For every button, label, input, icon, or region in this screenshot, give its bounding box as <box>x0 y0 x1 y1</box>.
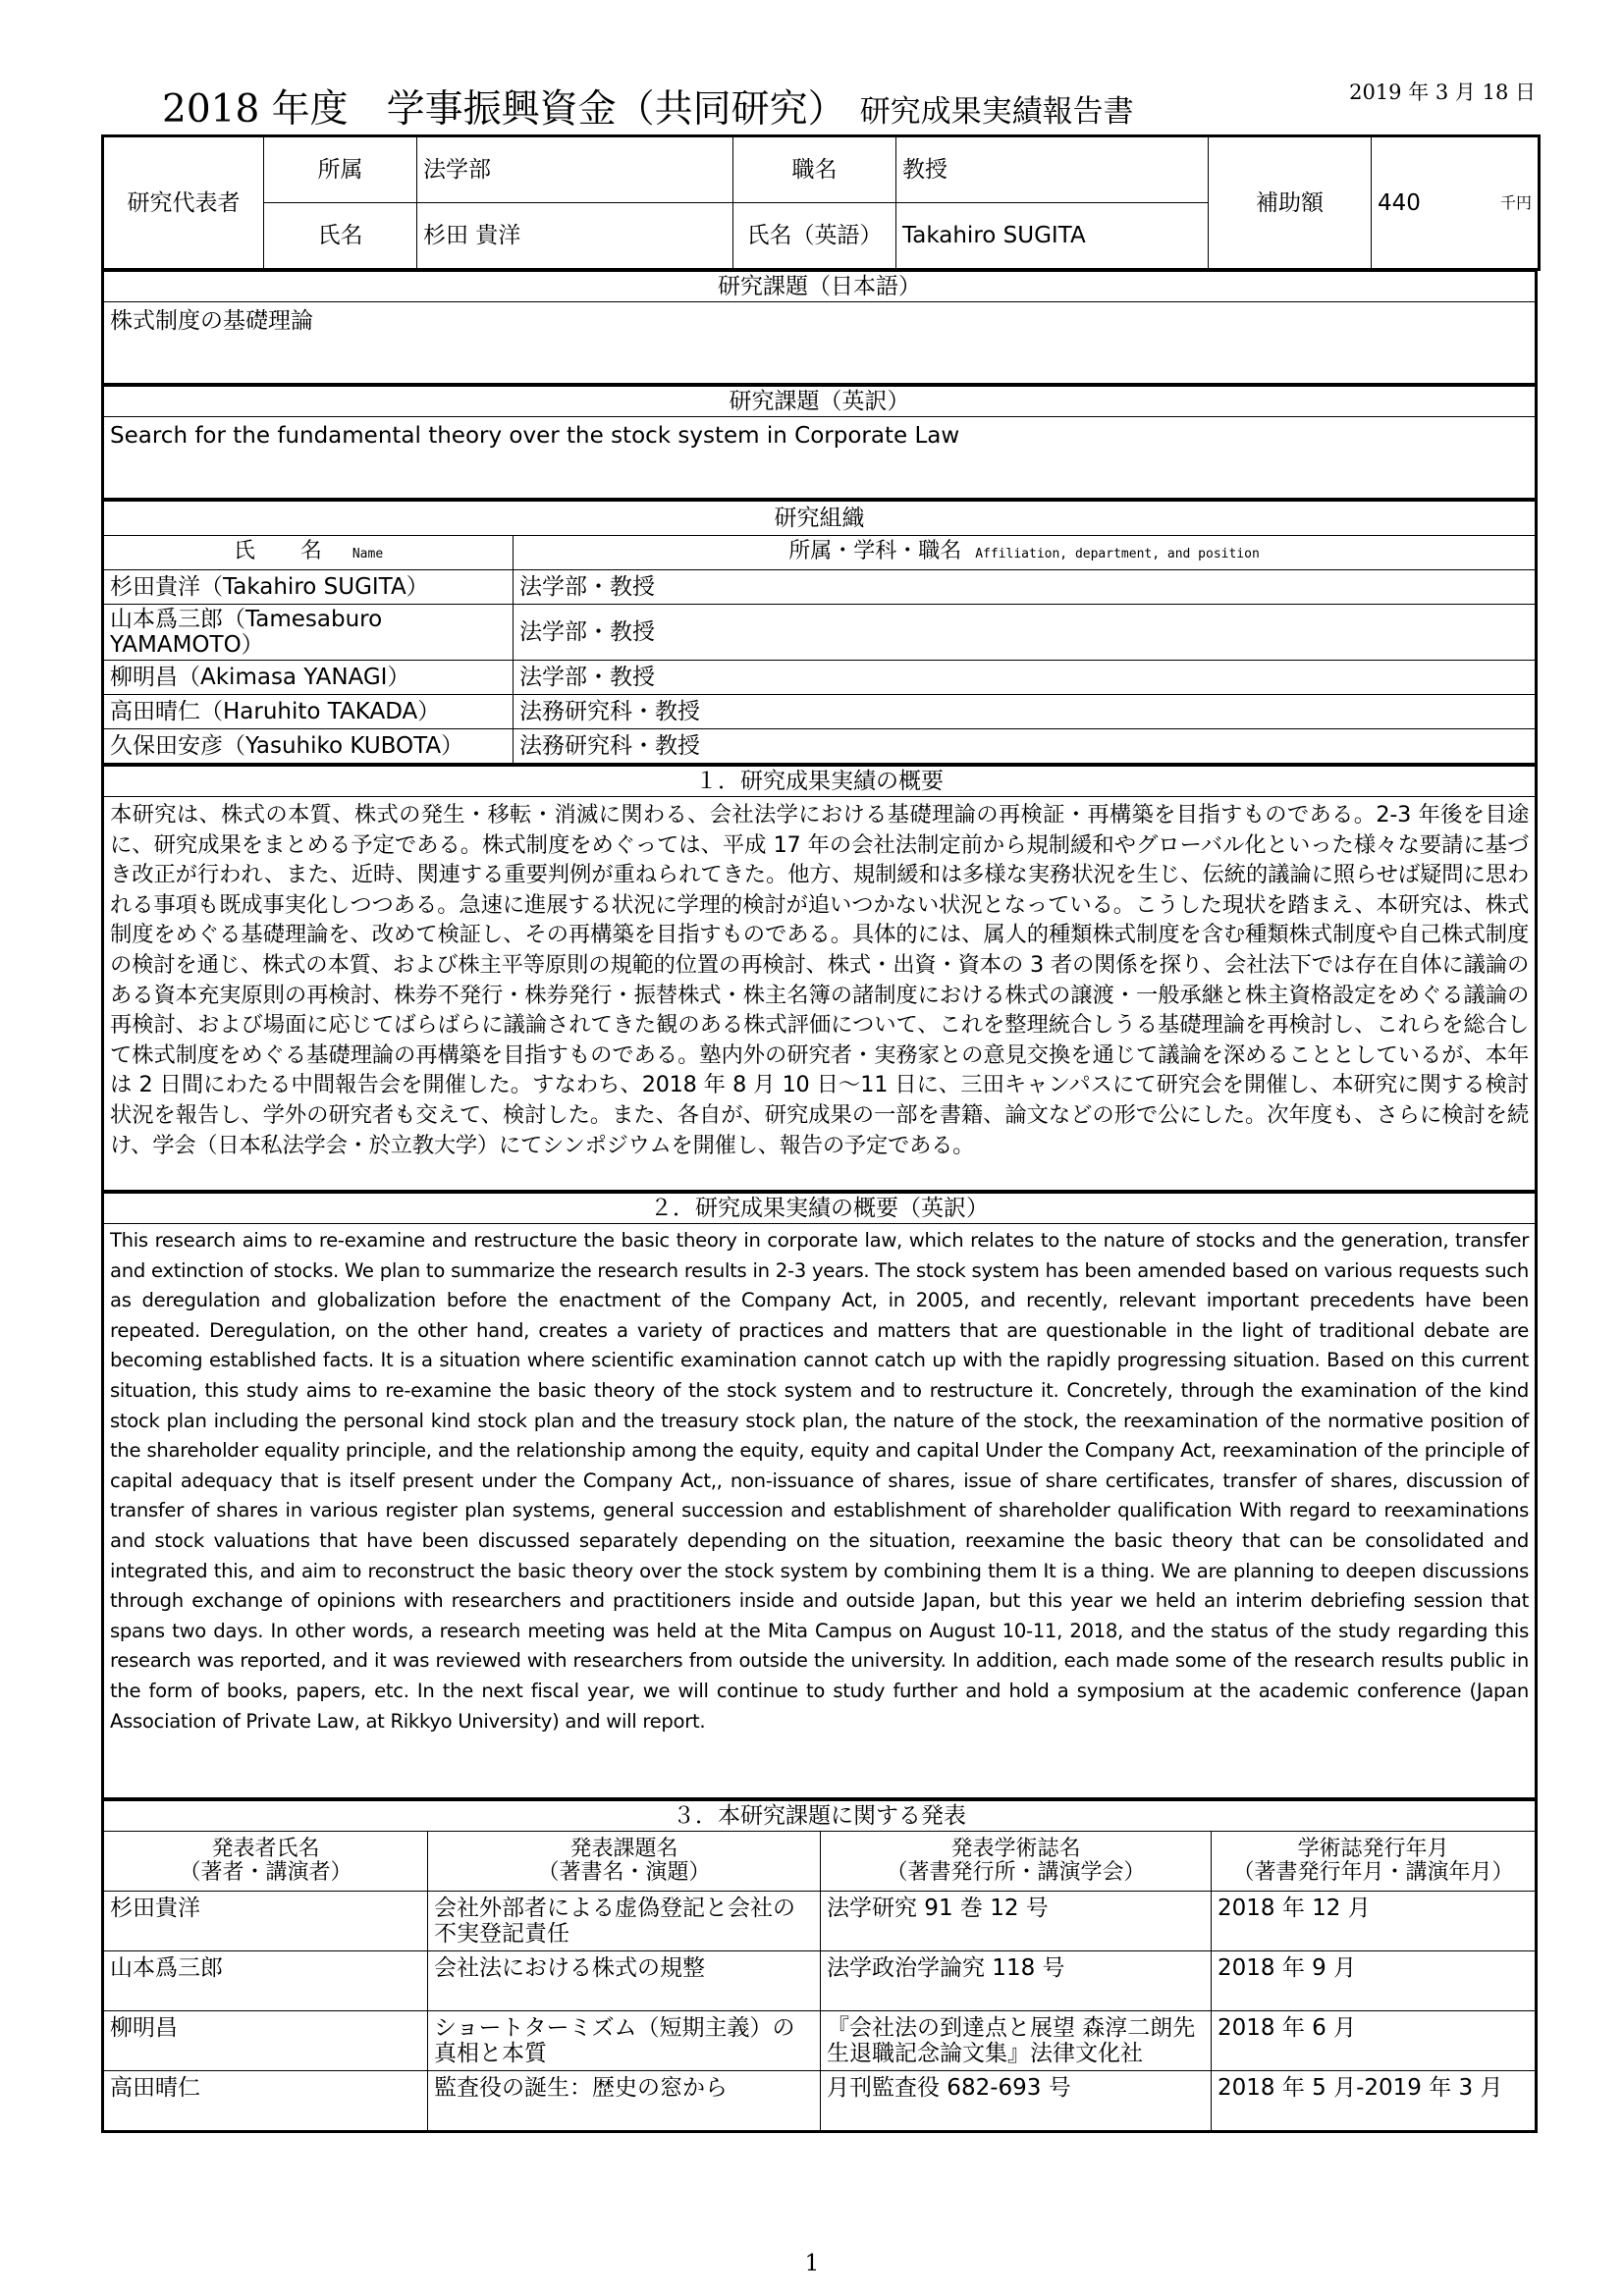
organization-section <box>101 501 1538 766</box>
table-row <box>103 1951 1537 2011</box>
position-value: 教授 <box>896 136 1209 203</box>
col-header-title <box>428 1832 821 1892</box>
name-en-value: Takahiro SUGITA <box>896 203 1209 270</box>
org-name-header-label: 氏 名 <box>233 538 334 563</box>
summary-en-text: This research aims to re-examine and restructure the basic theory in corporate law, which relates to the nature of stocks and the generation, transfer and extinction of stocks. We plan to summarize the research results in 2-3 years. The stock system has been amended based on various requests such as deregulation and globalization before the enactment of the Company Act, in 2005, and recently, relevant important precedents have been repeated. Deregulation, on the other hand, creates a variety of practices and matters that are questionable in the light of traditional debate are becoming established facts. It is a situation where scientific examination cannot catch up with the rapidly progressing situation. Based on this current situation, this study aims to re-examine the basic theory of the stock system and to restructure it. Concretely, through the examination of the kind stock plan including the personal kind stock plan and the treasury stock plan, the nature of the stock, the reexamination of the normative position of the shareholder equality principle, and the relationship among the equity, equity and capital Under the Company Act, reexamination of the principle of capital adequacy that is itself present under the Company Act,, non-issuance of shares, issue of share certificates, transfer of shares, discussion of transfer of shares in various register plan systems, general succession and establishment of shareholder qualification With regard to reexaminations and stock valuations that have been discussed separately depending on the situation, reexamine the basic theory that can be consolidated and integrated this, and aim to reconstruct the basic theory over the stock system by combining them It is a thing. We are planning to deepen discussions through exchange of opinions with researchers and practitioners inside and outside Japan, but this year we held an interim debriefing session that spans two days. In other words, a research meeting was held at the Mita Campus on August 10-11, 2018, and the status of the study regarding this research was reported, and it was reviewed with researchers from outside the university. In addition, each made some of the research results public in the form of books, papers, etc. In the next fiscal year, we will continue to study further and hold a symposium at the academic conference (Japan Association of Private Law, at Rikkyo University) and will report. <box>103 1224 1537 1799</box>
col-header-venue <box>821 1832 1212 1892</box>
research-title-en-text: Search for the fundamental theory over the stock system in Corporate Law <box>103 417 1537 500</box>
org-name-header <box>103 536 514 570</box>
summary-en-section <box>101 1193 1538 1800</box>
org-affiliation-header-label: 所属・学科・職名 <box>788 538 962 563</box>
col-header-venue-line1: 発表学術誌名 <box>950 1837 1081 1861</box>
pub-title: 会社法における株式の規整 <box>428 1951 821 2011</box>
pub-author: 高田晴仁 <box>103 2071 428 2132</box>
affiliation-value: 法学部 <box>417 136 733 203</box>
member-affiliation: 法学部・教授 <box>514 570 1537 605</box>
member-row <box>103 570 1537 605</box>
col-header-author-line1: 発表者氏名 <box>211 1837 320 1861</box>
pub-venue: 法学研究 91 巻 12 号 <box>821 1892 1212 1951</box>
member-name: 柳明昌（Akimasa YANAGI） <box>103 661 514 695</box>
org-affiliation-header <box>514 536 1537 570</box>
member-name: 杉田貴洋（Takahiro SUGITA） <box>103 570 514 605</box>
member-affiliation: 法学部・教授 <box>514 661 1537 695</box>
summary-ja-text: 本研究は、株式の本質、株式の発生・移転・消滅に関わる、会社法学における基礎理論の再検証・再構築を目指すものである。2-3 年後を目途に、研究成果をまとめる予定である。株式制度をめぐっては、平成 17 年の会社法制定前から規制緩和やグローバル化といった様々な要請に基づき改正が行われ、また、近時、関連する重要判例が重ねられてきた。他方、規制緩和は多様な実務状況を生じ、伝統的議論に照らせば疑問に思われる事項も既成事実化しつつある。急速に進展する状況に学理的検討が追いつかない状況となっている。こうした現状を踏まえ、本研究は、株式制度をめぐる基礎理論を、改めて検証し、その再構築を目指すものである。具体的には、属人的種類株式制度を含む種類株式制度や自己株式制度の検討を通じ、株式の本質、および株主平等原則の規範的位置の再検討、株式・出資・資本の 3 者の関係を探り、会社法下では存在自体に議論のある資本充実原則の再検討、株券不発行・株券発行・振替株式・株主名簿の諸制度における株式の譲渡・一般承継と株主資格設定をめぐる議論の再検討、および場面に応じてばらばらに議論されてきた観のある株式評価について、これを整理統合しうる基礎理論を再検討し、これらを総合して株式制度をめぐる基礎理論の再構築を目指すものである。塾内外の研究者・実務家との意見交換を通じて議論を深めることとしているが、本年は 2 日間にわたる中間報告会を開催した。すなわち、2018 年 8 月 10 日～11 日に、三田キャンパスにて研究会を開催し、本研究に関する検討状況を報告し、学外の研究者も交えて、検討した。また、各自が、研究成果の一部を書籍、論文などの形で公にした。次年度も、さらに検討を続け、学会（日本私法学会・於立教大学）にてシンポジウムを開催し、報告の予定である。 <box>103 797 1537 1192</box>
name-label: 氏名 <box>264 203 417 270</box>
col-header-author <box>103 1832 428 1892</box>
affiliation-label: 所属 <box>264 136 417 203</box>
col-header-title-line2: （著書名・演題） <box>537 1860 711 1885</box>
grant-label: 補助額 <box>1209 136 1372 270</box>
pub-title: 監査役の誕生：歴史の窓から <box>428 2071 821 2132</box>
col-header-author-line2: （著者・講演者） <box>179 1860 352 1885</box>
member-name: 山本爲三郎（Tamesaburo YAMAMOTO） <box>103 605 514 661</box>
member-affiliation: 法務研究科・教授 <box>514 729 1537 765</box>
pub-date: 2018 年 6 月 <box>1212 2011 1537 2071</box>
representative-label: 研究代表者 <box>103 136 264 270</box>
pub-title: 会社外部者による虚偽登記と会社の不実登記責任 <box>428 1892 821 1951</box>
pub-date: 2018 年 12 月 <box>1212 1892 1537 1951</box>
research-title-ja-section <box>101 271 1538 386</box>
report-subtitle: 研究成果実績報告書 <box>859 94 1134 130</box>
grant-unit: 千円 <box>1499 192 1532 212</box>
col-header-venue-line2: （著書発行所・講演学会） <box>886 1860 1146 1885</box>
pub-date: 2018 年 5 月-2019 年 3 月 <box>1212 2071 1537 2132</box>
research-title-ja-text: 株式制度の基礎理論 <box>103 302 1537 385</box>
page-title <box>162 79 1134 133</box>
grant-cell <box>1372 136 1540 270</box>
organization-heading: 研究組織 <box>103 502 1537 536</box>
member-row <box>103 729 1537 765</box>
pub-venue: 『会社法の到達点と展望 森淳二朗先生退職記念論文集』法律文化社 <box>821 2011 1212 2071</box>
publications-heading: ３．本研究課題に関する発表 <box>103 1801 1537 1832</box>
pub-author: 山本爲三郎 <box>103 1951 428 2011</box>
research-title-ja-heading: 研究課題（日本語） <box>103 272 1537 302</box>
member-row <box>103 695 1537 729</box>
publications-header-row <box>103 1832 1537 1892</box>
org-name-header-en: Name <box>352 546 384 561</box>
summary-ja-section <box>101 766 1538 1193</box>
member-affiliation: 法学部・教授 <box>514 605 1537 661</box>
col-header-date <box>1212 1832 1537 1892</box>
col-header-date-line2: （著書発行年月・講演年月） <box>1232 1860 1514 1885</box>
name-en-label: 氏名（英語） <box>733 203 896 270</box>
report-sheet <box>101 134 1538 2133</box>
member-name: 久保田安彦（Yasuhiko KUBOTA） <box>103 729 514 765</box>
report-title: 2018 年度 学事振興資金（共同研究） <box>162 87 846 132</box>
grant-amount: 440 <box>1378 189 1421 216</box>
table-row <box>103 2011 1537 2071</box>
pub-venue: 法学政治学論究 118 号 <box>821 1951 1212 2011</box>
table-row <box>103 2071 1537 2132</box>
publications-section <box>101 1800 1538 2133</box>
research-title-en-heading: 研究課題（英訳） <box>103 387 1537 417</box>
col-header-date-line1: 学術誌発行年月 <box>1297 1837 1449 1861</box>
name-value: 杉田 貴洋 <box>417 203 733 270</box>
pub-author: 杉田貴洋 <box>103 1892 428 1951</box>
report-date: 2019 年 3 月 18 日 <box>1349 80 1536 104</box>
pub-date: 2018 年 9 月 <box>1212 1951 1537 2011</box>
summary-ja-heading: １．研究成果実績の概要 <box>103 767 1537 797</box>
representative-table <box>101 134 1541 271</box>
member-name: 高田晴仁（Haruhito TAKADA） <box>103 695 514 729</box>
page-number: 1 <box>804 2251 820 2276</box>
research-title-en-section <box>101 386 1538 501</box>
member-row <box>103 605 1537 661</box>
summary-en-heading: ２．研究成果実績の概要（英訳） <box>103 1194 1537 1224</box>
org-affiliation-header-en: Affiliation, department, and position <box>975 546 1260 561</box>
position-label: 職名 <box>733 136 896 203</box>
member-row <box>103 661 1537 695</box>
col-header-title-line1: 発表課題名 <box>569 1837 678 1861</box>
table-row <box>103 1892 1537 1951</box>
pub-venue: 月刊監査役 682-693 号 <box>821 2071 1212 2132</box>
member-affiliation: 法務研究科・教授 <box>514 695 1537 729</box>
pub-title: ショートターミズム（短期主義）の真相と本質 <box>428 2011 821 2071</box>
pub-author: 柳明昌 <box>103 2011 428 2071</box>
